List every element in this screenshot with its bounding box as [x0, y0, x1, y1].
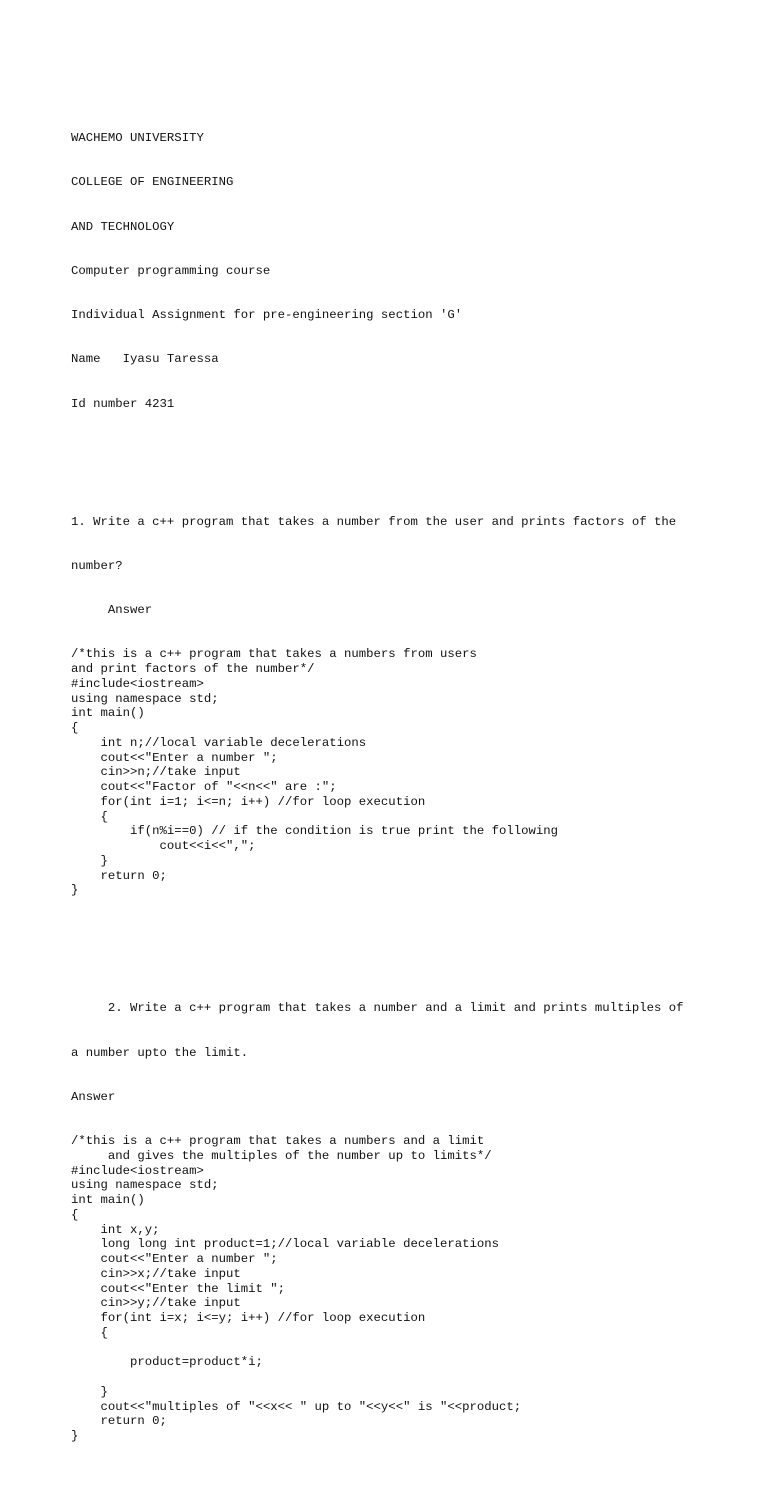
code-line [71, 1370, 751, 1385]
code-line: cout<<"multiples of "<<x<< " up to "<<y<<" is "<<product; [71, 1399, 522, 1414]
code-line: if(n%i==0) // if the condition is true print the following [71, 824, 559, 839]
college-name-continued: AND TECHNOLOGY [71, 219, 175, 234]
code-line: cout<<"Enter the limit "; [71, 1281, 286, 1296]
assignment-title: Individual Assignment for pre-engineering section 'G' [71, 308, 463, 322]
code-line: } [71, 1384, 108, 1399]
code-line: and print factors of the number*/ [71, 662, 315, 676]
document-body [71, 72, 751, 1503]
question-1-answer-label: Answer [71, 603, 153, 617]
question-2-answer-label: Answer [71, 1089, 116, 1104]
code-line: product=product*i; [71, 1355, 263, 1370]
code-line: cout<<"Factor of "<<n<<" are :"; [71, 780, 337, 794]
code-line: cin>>x;//take input [71, 1266, 241, 1281]
question-2-prompt: 2. Write a c++ program that takes a number and a limit and prints multiples of [71, 1001, 684, 1016]
code-line: using namespace std; [71, 1178, 219, 1193]
code-line: int n;//local variable decelerations [71, 735, 367, 750]
code-line: cout<<i<<","; [71, 839, 256, 853]
code-line: #include<iostream> [71, 676, 204, 691]
code-line [71, 1341, 751, 1356]
code-line: int main() [71, 1193, 145, 1207]
code-line: and gives the multiples of the number up to limits*/ [71, 1148, 492, 1163]
code-line: using namespace std; [71, 691, 219, 706]
code-line: long long int product=1;//local variable decelerations [71, 1237, 500, 1252]
code-line: { [71, 721, 79, 735]
code-line: int main() [71, 706, 145, 721]
document-header [71, 102, 751, 441]
college-name: COLLEGE OF ENGINEERING [71, 175, 234, 190]
code-line: cout<<"Enter a number "; [71, 750, 278, 765]
code-line: { [71, 1207, 79, 1222]
course-name: Computer programming course [71, 263, 271, 278]
question-1 [71, 485, 751, 928]
code-line: { [71, 1325, 108, 1340]
code-line: /*this is a c++ program that takes a numbers and a limit [71, 1134, 485, 1148]
code-line: return 0; [71, 1414, 167, 1429]
question-1-prompt: 1. Write a c++ program that takes a number from the user and prints factors of the [71, 514, 677, 529]
question-1-code-block [71, 647, 751, 898]
code-line: cin>>n;//take input [71, 765, 241, 780]
code-line: /*this is a c++ program that takes a numbers from users [71, 647, 477, 662]
student-name: Name Iyasu Taressa [71, 352, 219, 367]
code-line: } [71, 853, 108, 868]
code-line: { [71, 809, 108, 824]
code-line: int x,y; [71, 1222, 160, 1237]
code-line: for(int i=1; i<=n; i++) //for loop execution [71, 794, 426, 809]
code-line: cin>>y;//take input [71, 1296, 241, 1311]
question-2-code-block [71, 1134, 751, 1444]
university-name: WACHEMO UNIVERSITY [71, 131, 204, 145]
code-line: for(int i=x; i<=y; i++) //for loop execution [71, 1311, 426, 1325]
code-line: cout<<"Enter a number "; [71, 1252, 278, 1266]
code-line: #include<iostream> [71, 1163, 204, 1178]
code-line: } [71, 1429, 79, 1443]
question-1-prompt-continued: number? [71, 558, 123, 573]
code-line: } [71, 883, 79, 898]
question-2 [71, 972, 751, 1474]
code-line: return 0; [71, 868, 167, 883]
question-2-prompt-continued: a number upto the limit. [71, 1045, 249, 1060]
student-id: Id number 4231 [71, 396, 175, 411]
